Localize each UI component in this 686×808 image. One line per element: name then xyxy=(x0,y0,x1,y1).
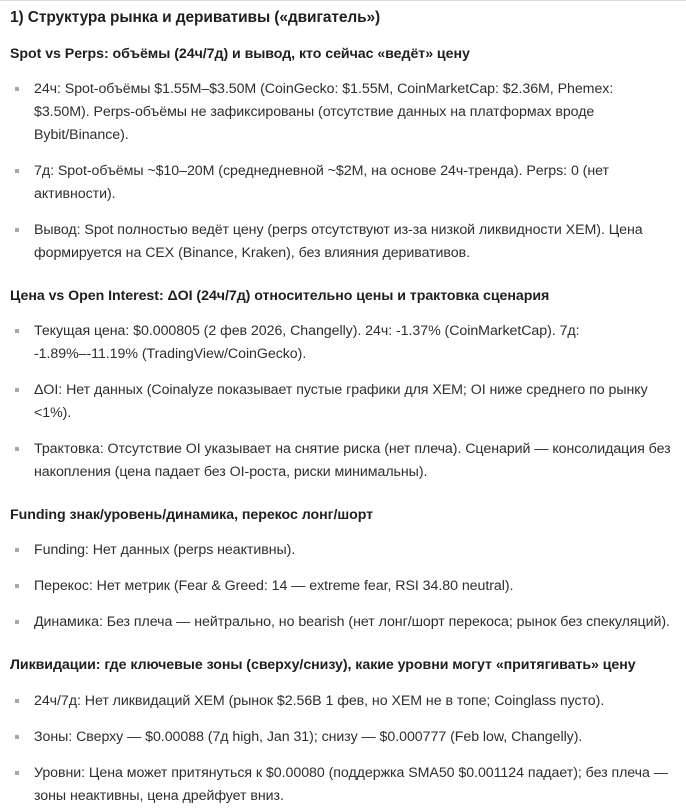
list-item: Funding: Нет данных (perps неактивны). xyxy=(10,539,672,562)
list-item: ΔOI: Нет данных (Coinalyze показывает пустые графики для XEM; OI ниже среднего по рынку <1%). xyxy=(10,379,672,425)
page-title: 1) Структура рынка и деривативы («двигатель») xyxy=(10,9,381,26)
list-item: Вывод: Spot полностью ведёт цену (perps отсутствуют из-за низкой ликвидности XEM). Цена формируется на CEX (Binance, Kraken), без влияния деривативов. xyxy=(10,219,672,265)
list-item: 24ч: Spot-объёмы $1.55M–$3.50M (CoinGecko: $1.55M, CoinMarketCap: $2.36M, Phemex: $3.50M). Perps-объёмы не зафиксированы (отсутствие данных на платформах вроде Bybit/Binance). xyxy=(10,78,672,147)
bullet-list-2 xyxy=(10,320,672,484)
subsection-heading-spot-vs-perps: Spot vs Perps: объёмы (24ч/7д) и вывод, кто сейчас «ведёт» цену xyxy=(10,45,470,62)
list-item: Текущая цена: $0.000805 (2 фев 2026, Changelly). 24ч: -1.37% (CoinMarketCap). 7д: -1.89%–-11.19% (TradingView/CoinGecko). xyxy=(10,320,672,366)
list-item: Зоны: Сверху — $0.00088 (7д high, Jan 31); снизу — $0.000777 (Feb low, Changelly). xyxy=(10,726,672,749)
list-item: Уровни: Цена может притянуться к $0.00080 (поддержка SMA50 $0.001124 падает); без плеча — зоны неактивны, цена дрейфует вниз. xyxy=(10,762,672,808)
top-divider xyxy=(0,0,686,1)
bullet-list-3 xyxy=(10,539,672,634)
list-item: Перекос: Нет метрик (Fear & Greed: 14 — extreme fear, RSI 34.80 neutral). xyxy=(10,575,672,598)
content-block-2 xyxy=(10,271,672,484)
subsection-heading-price-vs-open-interest: Цена vs Open Interest: ΔOI (24ч/7д) относительно цены и трактовка сценария xyxy=(10,288,550,305)
list-item: 24ч/7д: Нет ликвидаций XEM (рынок $2.56B 1 фев, но XEM не в топе; Coinglass пусто). xyxy=(10,690,672,713)
list-item: Динамика: Без плеча — нейтрально, но bearish (нет лонг/шорт перекоса; рынок без спекуляций). xyxy=(10,611,672,634)
bullet-list-4 xyxy=(10,690,672,808)
subsection-heading-liquidations: Ликвидации: где ключевые зоны (сверху/снизу), какие уровни могут «притягивать» цену xyxy=(10,657,636,674)
subsection-heading-funding: Funding знак/уровень/динамика, перекос лонг/шорт xyxy=(10,507,374,524)
list-item: 7д: Spot-объёмы ~$10–20M (среднедневной ~$2M, на основе 24ч-тренда). Perps: 0 (нет активности). xyxy=(10,160,672,206)
content-block-1 xyxy=(10,29,672,265)
content-block-4 xyxy=(10,640,672,807)
bullet-list-1 xyxy=(10,78,672,265)
list-item: Трактовка: Отсутствие OI указывает на снятие риска (нет плеча). Сценарий — консолидация без накопления (цена падает без OI-роста, риски минимальны). xyxy=(10,438,672,484)
content-block-3 xyxy=(10,490,672,634)
